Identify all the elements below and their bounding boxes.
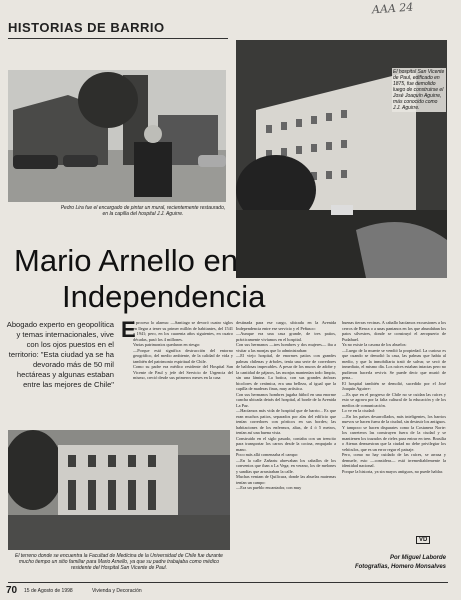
caption-top-left: Pedro Lira fue el encargado de pintar un mural, recientemente restaurado, en la capilla del hospital J.J. Aguirre.	[60, 205, 226, 217]
caption-bottom: El terreno donde se encuentra la Facultad de Medicina de la Universidad de Chile fue durante mucho tiempo un sitio familiar para Mario Arnello, ya que su padre trabajaba como médico residente del Hospital San Vicente de Paul.	[15, 553, 223, 571]
drop-cap: E	[121, 317, 136, 342]
issue-date: 15 de Agosto de 1998	[24, 588, 73, 594]
masthead-rule	[8, 38, 228, 39]
page-number: 70	[6, 585, 18, 596]
caption-top-right: El hospital San Vicente de Paul, edificado en 1875, fue demolido luego de construirse el José Joaquín Aguirre, más conocido como J.J. Aguirre.	[393, 69, 445, 111]
handwritten-note: AAA 24	[371, 0, 414, 17]
headline-line-2: Independencia	[62, 279, 266, 314]
body-column-2: destinada para ese cargo, ubicada en la Avenida Independencia entre ese servicio y el Peñasco: —Aunque era una casa grande, de tres patios, prácticamente vivíamos en el hospital. Con sus hermanos —tres hombres y dos mujeres— iba a visitar a las monjas que lo administraban: —El viejo hospital, de enormes patios con grandes palmas chilenas y árboles, tenía una serie de corredores de baldosas impecables. A pesar de los muros de adobe y la cantidad de pájaros, las monjas mantenían todo limpio, sin una lámina. La botica, con sus grandes ánforas bicolores de cerámica, era una belleza, al igual que la capilla de maderas finas, muy artística. Con sus hermanos hombres jugaba fútbol en una enorme cancha ubicada detrás del hospital, al borde de la Avenida La Paz. —Hacíamos más vida de hospital que de barrio... Es que eran muchos patios, separados por alas del edificio que tenían corredores con pórticos en sus bordes; las habitaciones de los enfermos, altas, de 4 ó 5 metros, tenían así una buena vista. Construido en el siglo pasado, contaba con un trencito para transportar los carros desde la cocina, empujado a mano. Poco más allá comenzaba el campo: —En la calle Zañartu abrevaban los caballos de los conventos que iban a La Vega; en verano, los de melones y sandías que arrastraban la calle. Muchas veniam de Quilicura, donde las abuelas maternas tenían un campo: —Era un pueblo encantador, con muy	[236, 320, 336, 490]
photo-credit: Fotografías, Homero Monsalves	[354, 564, 446, 570]
author-credit: Por Miguel Laborde	[389, 555, 446, 561]
photo-faculty-of-medicine	[8, 430, 230, 550]
body-column-3: buenas tierras vecinas. A caballo hacíamos excursiones a los cerros de Renca o a unas pantanos en los que abundaban los patos silvestres, donde se construyó el aeropuerto de Pudahuel. Ya no existe la casona de los abuelos: —Luego de la muerte se vendió la propiedad. La curioso es que cuando se demolió la casa, las palmas que había al medio, y que la inmobiliaria trató de salvar, se secó de inmediato, el mismo día. Los raíces estaban intactas pero no pudieron hacerla revivir. Se puede decir que murió de pena... El hospital también se demolió, sucedido por el José Joaquín Aguirre: —Es que en el progreso de Chile no se cuidan las raíces y esto se agrava por la falta cultural de la educación y de los medios de comunicación. Lo ve en la ciudad: —En los países desarrollados, más inteligentes, los barrios nuevos se hacen fuera de la ciudad, sin destruir los antiguos. Y tampoco se hacen disparates como la Costanera Norte: los carreteros las construyen fuera de la ciudad y se mantienen los trazados de rieles para entrar en tren. Brasilia o Atenas demuestran que la ciudad no debe privilegiar los vehículos, que es un error regar el paisaje. Pero, como no hay cuidado de las raíces, se arrasa y demuele, esto —considera— está irremediablemente la identidad nacional. Porque la historia, ya sin mayos antiguos, no puede hablar.	[342, 320, 446, 474]
publication-section: Vivienda y Decoración	[92, 588, 142, 594]
photo-illustration	[8, 70, 226, 202]
end-mark: VD	[416, 536, 430, 544]
body-column-1: l proceso lo alarma: —Santiago se devoró cuatro siglos en llegar a tener su primer millón de habitantes, del 1541 a 1941; pero, en los cuarenta años siguientes, en cuatro décadas, pasó los 4 millones. Varias patrimonios quedaron en riesgo: —Porque está significa destrucción del entorno geográfico, del medio ambiente, de la calidad de vida y también del patrimonio espiritual de Chile. Como su padre era médico residente del Hospital San Vicente de Paul y jefe del Servicio de Urgencia del mismo, creció desde sus primeros meses en la casa	[133, 320, 233, 380]
section-title: HISTORIAS DE BARRIO	[8, 20, 165, 35]
footer-rule	[8, 582, 448, 583]
photo-illustration	[8, 430, 230, 550]
headline-line-1: Mario Arnello en	[14, 243, 239, 278]
article-deck: Abogado experto en geopolítica y temas internacionales, vive con los ojos puestos en el territorio: "Esta ciudad ya se ha devorado más de 50 mil hectáreas y algunas estaban entre las mejores de Chile"	[6, 320, 114, 389]
photo-mural-chapel	[8, 70, 226, 202]
